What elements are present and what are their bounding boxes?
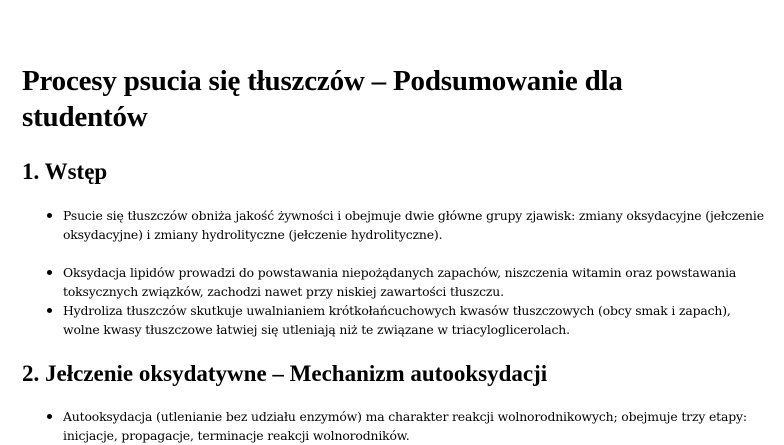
list-item [22, 407, 767, 445]
list-item [22, 301, 767, 339]
bullet-icon [47, 213, 52, 218]
bullet-icon [47, 270, 52, 275]
list-item [22, 263, 767, 301]
bullet-icon [47, 414, 52, 419]
section-heading-intro: 1. Wstęp [22, 159, 108, 184]
mechanism-bullet-list [22, 407, 767, 445]
list-item [22, 206, 767, 244]
list-item-text: Autooksydacja (utlenianie bez udziału enzymów) ma charakter reakcji wolnorodnikowych; obejmuje trzy etapy: inicjacje, propagacje, terminacje reakcji wolnorodników. [63, 409, 747, 443]
list-item-text: Hydroliza tłuszczów skutkuje uwalnianiem krótkołańcuchowych kwasów tłuszczowych (obcy smak i zapach), wolne kwasy tłuszczowe łatwiej się utleniają niż te związane w triacyloglicerolach. [63, 303, 731, 337]
document-title: Procesy psucia się tłuszczów – Podsumowanie dla studentów [22, 65, 623, 133]
list-item-text: Psucie się tłuszczów obniża jakość żywności i obejmuje dwie główne grupy zjawisk: zmiany oksydacyjne (jełczenie oksydacyjne) i zmiany hydrolityczne (jełczenie hydrolityczne). [63, 208, 764, 242]
intro-bullet-list-2 [22, 263, 767, 339]
section-heading-mechanism: 2. Jełczenie oksydatywne – Mechanizm autooksydacji [22, 361, 548, 386]
list-item-text: Oksydacja lipidów prowadzi do powstawania niepożądanych zapachów, niszczenia witamin oraz powstawania toksycznych związków, zachodzi nawet przy niskiej zawartości tłuszczu. [63, 265, 737, 299]
intro-bullet-list [22, 206, 767, 244]
bullet-icon [47, 308, 52, 313]
